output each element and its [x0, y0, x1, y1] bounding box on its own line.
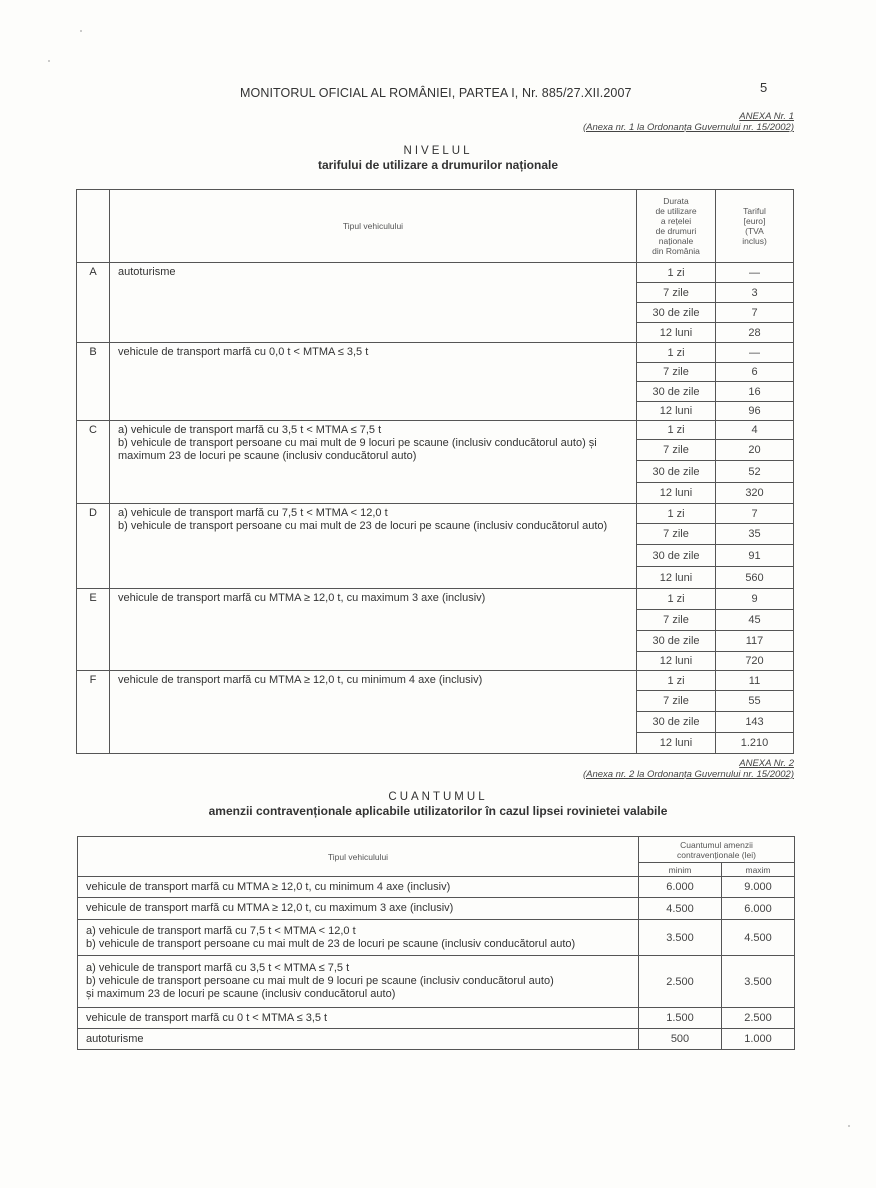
- fine-maximum: 3.500: [722, 956, 795, 1008]
- fine-description: [78, 898, 639, 920]
- tariff-cell: 1.210: [716, 733, 794, 754]
- fines-table: [77, 836, 795, 1050]
- category-code: D: [77, 504, 110, 589]
- description-line: vehicule de transport marfă cu MTMA ≥ 12,0 t, cu maximum 3 axe (inclusiv): [118, 592, 486, 604]
- description-line: a) vehicule de transport marfă cu 3,5 t < MTMA ≤ 7,5 t: [118, 424, 382, 436]
- duration-cell: 7 zile: [637, 524, 716, 545]
- header-minimum: minim: [639, 863, 722, 877]
- duration-cell: 30 de zile: [637, 712, 716, 733]
- scan-speck: [80, 30, 82, 32]
- fine-description: [78, 1029, 639, 1050]
- fine-description: [78, 956, 639, 1008]
- category-code: A: [77, 263, 110, 343]
- description-line: a) vehicule de transport marfă cu 3,5 t < MTMA ≤ 7,5 t: [86, 962, 350, 974]
- description-line: b) vehicule de transport persoane cu mai mult de 23 de locuri pe scaune (inclusiv conducătorul auto): [86, 937, 576, 950]
- fine-maximum: 4.500: [722, 920, 795, 956]
- duration-cell: 30 de zile: [637, 461, 716, 483]
- description-line: b) vehicule de transport persoane cu mai mult de 9 locuri pe scaune (inclusiv conducătorul auto): [86, 975, 554, 987]
- annex1-subtitle: tarifului de utilizare a drumurilor naționale: [317, 158, 559, 172]
- description-line: b) vehicule de transport persoane cu mai mult de 23 de locuri pe scaune (inclusiv conducătorul auto): [118, 520, 608, 532]
- fine-minimum: 1.500: [639, 1008, 722, 1029]
- tariff-row: [77, 263, 794, 283]
- tariff-row: [77, 671, 794, 691]
- tariff-cell: 52: [716, 461, 794, 483]
- fine-row: [78, 1008, 795, 1029]
- header-tariff: [716, 190, 794, 263]
- fine-minimum: 6.000: [639, 877, 722, 898]
- tariff-cell: 560: [716, 567, 794, 589]
- scan-speck: [48, 60, 50, 62]
- duration-cell: 1 zi: [637, 589, 716, 610]
- description-line: și maximum 23 de locuri pe scaune (inclusiv conducătorul auto): [86, 988, 396, 1000]
- duration-cell: 7 zile: [637, 610, 716, 631]
- header-maximum: maxim: [722, 863, 795, 877]
- description-line: autoturisme: [86, 1032, 144, 1045]
- fine-row: [78, 956, 795, 1008]
- tariff-cell: 143: [716, 712, 794, 733]
- duration-cell: 7 zile: [637, 691, 716, 712]
- tariff-row: [77, 343, 794, 363]
- tariff-cell: 91: [716, 545, 794, 567]
- duration-cell: 12 luni: [637, 733, 716, 754]
- header-tariff-line: inclus): [742, 236, 767, 246]
- running-head: MONITORUL OFICIAL AL ROMÂNIEI, PARTEA I, Nr. 885/27.XII.2007: [240, 86, 632, 100]
- fine-description: [78, 920, 639, 956]
- description-line: vehicule de transport marfă cu MTMA ≥ 12,0 t, cu minimum 4 axe (inclusiv): [86, 880, 451, 893]
- tariff-table: [76, 189, 794, 754]
- tariff-cell: 7: [716, 303, 794, 323]
- fine-row: [78, 877, 795, 898]
- fine-description: [78, 1008, 639, 1029]
- duration-cell: 1 zi: [637, 263, 716, 283]
- duration-cell: 1 zi: [637, 343, 716, 363]
- fine-maximum: 6.000: [722, 898, 795, 920]
- duration-cell: 7 zile: [637, 363, 716, 382]
- duration-cell: 12 luni: [637, 652, 716, 671]
- scan-speck: [848, 1125, 850, 1127]
- header-duration-line: de drumuri: [655, 226, 697, 236]
- category-description: [110, 589, 637, 671]
- tariff-cell: —: [716, 343, 794, 363]
- annex1-reference: (Anexa nr. 1 la Ordonanța Guvernului nr. 15/2002): [582, 122, 794, 133]
- header-duration-line: din România: [652, 246, 700, 256]
- header-fine-line: contravenționale (lei): [677, 849, 756, 860]
- description-line: a) vehicule de transport marfă cu 7,5 t < MTMA < 12,0 t: [118, 507, 388, 519]
- fine-minimum: 2.500: [639, 956, 722, 1008]
- header-duration-line: Durata: [663, 196, 689, 206]
- header-tariff-line: [euro]: [743, 216, 766, 226]
- tariff-cell: 7: [716, 504, 794, 524]
- header-tariff-line: (TVA: [745, 226, 764, 236]
- tariff-header-row: [77, 190, 794, 263]
- description-line: b) vehicule de transport persoane cu mai mult de 9 locuri pe scaune (inclusiv conducătorul auto) și maximum 23 de locuri pe scaune (inclusiv conducătorul auto): [118, 437, 597, 462]
- description-line: autoturisme: [118, 266, 176, 278]
- header-duration-line: de utilizare: [655, 206, 697, 216]
- header-category-blank: [77, 190, 110, 263]
- annex2-label: ANEXA Nr. 2: [739, 758, 794, 769]
- tariff-cell: 9: [716, 589, 794, 610]
- duration-cell: 30 de zile: [637, 382, 716, 402]
- duration-cell: 30 de zile: [637, 303, 716, 323]
- category-description: [110, 421, 637, 504]
- duration-cell: 7 zile: [637, 283, 716, 303]
- tariff-cell: 35: [716, 524, 794, 545]
- header-tariff-line: Tariful: [743, 206, 766, 216]
- tariff-cell: 28: [716, 323, 794, 343]
- header-duration-line: naționale: [658, 236, 694, 246]
- description-line: vehicule de transport marfă cu 0 t < MTMA ≤ 3,5 t: [86, 1011, 328, 1024]
- page-number: 5: [760, 80, 768, 95]
- tariff-cell: 45: [716, 610, 794, 631]
- duration-cell: 12 luni: [637, 402, 716, 421]
- description-line: a) vehicule de transport marfă cu 7,5 t < MTMA < 12,0 t: [86, 924, 356, 937]
- tariff-cell: —: [716, 263, 794, 283]
- header-duration-line: a rețelei: [660, 216, 692, 226]
- category-description: [110, 671, 637, 754]
- fine-minimum: 500: [639, 1029, 722, 1050]
- category-code: B: [77, 343, 110, 421]
- tariff-row: [77, 504, 794, 524]
- fine-minimum: 3.500: [639, 920, 722, 956]
- category-description: [110, 504, 637, 589]
- duration-cell: 1 zi: [637, 421, 716, 440]
- header-fine-line: Cuantumul amenzii: [680, 839, 753, 850]
- description-line: vehicule de transport marfă cu MTMA ≥ 12,0 t, cu minimum 4 axe (inclusiv): [118, 674, 483, 686]
- annex1-label: ANEXA Nr. 1: [739, 111, 794, 122]
- category-code: E: [77, 589, 110, 671]
- annex2-reference: (Anexa nr. 2 la Ordonanța Guvernului nr. 15/2002): [582, 769, 794, 780]
- tariff-cell: 96: [716, 402, 794, 421]
- category-code: F: [77, 671, 110, 754]
- fine-maximum: 1.000: [722, 1029, 795, 1050]
- fine-row: [78, 898, 795, 920]
- description-line: vehicule de transport marfă cu 0,0 t < MTMA ≤ 3,5 t: [118, 346, 369, 358]
- duration-cell: 1 zi: [637, 504, 716, 524]
- duration-cell: 7 zile: [637, 440, 716, 461]
- duration-cell: 30 de zile: [637, 545, 716, 567]
- duration-cell: 12 luni: [637, 567, 716, 589]
- tariff-cell: 16: [716, 382, 794, 402]
- duration-cell: 1 zi: [637, 671, 716, 691]
- category-description: [110, 343, 637, 421]
- header-duration: [637, 190, 716, 263]
- tariff-cell: 20: [716, 440, 794, 461]
- duration-cell: 12 luni: [637, 483, 716, 504]
- tariff-cell: 320: [716, 483, 794, 504]
- duration-cell: 12 luni: [637, 323, 716, 343]
- fines-header-row: [78, 837, 795, 863]
- tariff-row: [77, 421, 794, 440]
- tariff-cell: 4: [716, 421, 794, 440]
- annex2-subtitle: amenzii contravenționale aplicabile utilizatorilor în cazul lipsei rovinietei valabile: [208, 804, 668, 818]
- annex1-title: NIVELUL: [403, 145, 473, 157]
- tariff-cell: 55: [716, 691, 794, 712]
- tariff-row: [77, 589, 794, 610]
- annex2-title: CUANTUMUL: [388, 791, 488, 803]
- fine-minimum: 4.500: [639, 898, 722, 920]
- header-fine-amount: [639, 837, 795, 863]
- duration-cell: 30 de zile: [637, 631, 716, 652]
- fine-maximum: 9.000: [722, 877, 795, 898]
- tariff-cell: 720: [716, 652, 794, 671]
- fine-row: [78, 1029, 795, 1050]
- fine-maximum: 2.500: [722, 1008, 795, 1029]
- tariff-cell: 6: [716, 363, 794, 382]
- category-description: [110, 263, 637, 343]
- fine-description: [78, 877, 639, 898]
- tariff-cell: 11: [716, 671, 794, 691]
- header-vehicle-type: Tipul vehiculului: [110, 190, 637, 263]
- description-line: vehicule de transport marfă cu MTMA ≥ 12,0 t, cu maximum 3 axe (inclusiv): [86, 902, 454, 914]
- header-vehicle-type: Tipul vehiculului: [78, 837, 639, 877]
- category-code: C: [77, 421, 110, 504]
- fine-row: [78, 920, 795, 956]
- tariff-cell: 3: [716, 283, 794, 303]
- tariff-cell: 117: [716, 631, 794, 652]
